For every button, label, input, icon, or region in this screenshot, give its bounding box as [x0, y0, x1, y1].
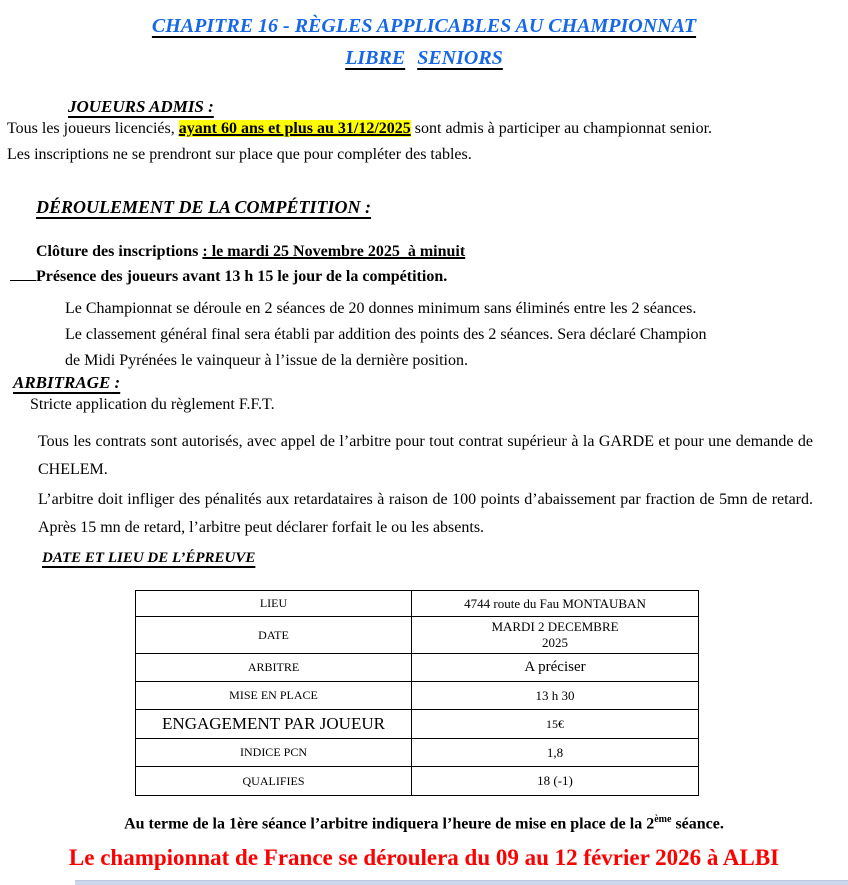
arbitrage-line1: Stricte application du règlement F.F.T. [30, 396, 275, 413]
cloture-value: : le mardi 25 Novembre 2025 à minuit [202, 243, 466, 260]
joueurs-admis-line1-post: sont admis à participer au championnat senior. [410, 120, 713, 137]
table-row-indice-pcn [136, 739, 699, 767]
seances-line2: Le classement général final sera établi par addition des points des 2 séances. Sera déclaré Champion [65, 326, 707, 343]
table-value-date [412, 617, 699, 654]
table-value-lieu: 4744 route du Fau MONTAUBAN [412, 591, 699, 617]
heading-arbitrage: ARBITRAGE : [13, 373, 121, 392]
chapter-title-word-libre: LIBRE [345, 47, 406, 69]
table-value-date-line1: MARDI 2 DECEMBRE [491, 619, 619, 634]
seances-line3: de Midi Pyrénées le vainqueur à l’issue de la dernière position. [65, 352, 468, 369]
epreuve-info-table [135, 590, 699, 796]
table-row-date [136, 617, 699, 654]
joueurs-admis-line2: Les inscriptions ne se prendront sur place que pour compléter des tables. [7, 146, 472, 163]
table-label-engagement: ENGAGEMENT PAR JOUEUR [136, 710, 412, 739]
joueurs-admis-line1 [7, 120, 712, 138]
table-row-qualifies [136, 767, 699, 796]
presence-line [10, 267, 447, 286]
chapter-title-word-seniors: SENIORS [417, 47, 503, 69]
heading-deroulement: DÉROULEMENT DE LA COMPÉTITION : [36, 197, 372, 217]
contrats-paragraph: Tous les contrats sont autorisés, avec appel de l’arbitre pour tout contrat supérieur à la GARDE et pour une demande de CHELEM. [38, 433, 813, 478]
table-label-lieu: LIEU [136, 591, 412, 617]
chapter-title-line1: CHAPITRE 16 - RÈGLES APPLICABLES AU CHAMPIONNAT [151, 15, 697, 37]
seance-note [0, 814, 848, 833]
table-row-arbitre [136, 654, 699, 682]
table-value-date-line2: 2025 [542, 635, 568, 650]
championnat-france-announcement: Le championnat de France se déroulera du 09 au 12 février 2026 à ALBI [68, 845, 780, 870]
heading-joueurs-admis: JOUEURS ADMIS : [68, 97, 214, 116]
table-label-qualifies: QUALIFIES [136, 767, 412, 796]
table-value-qualifies: 18 (-1) [412, 767, 699, 796]
table-value-engagement: 15€ [412, 710, 699, 739]
penalites-paragraph: L’arbitre doit infliger des pénalités aux retardataires à raison de 100 points d’abaissement par fraction de 5mn de retard. Après 15 mn de retard, l’arbitre peut déclarer forfait le ou les absents. [38, 491, 813, 536]
table-label-date: DATE [136, 617, 412, 654]
partial-next-line-highlight [75, 880, 848, 885]
cloture-label: Clôture des inscriptions [36, 243, 203, 260]
seances-paragraph [65, 296, 805, 374]
table-value-mise-en-place: 13 h 30 [412, 682, 699, 710]
chapter-title-line2 [0, 42, 848, 74]
chapter-title [0, 10, 848, 74]
seance-note-superscript: ème [654, 814, 672, 825]
table-label-arbitre: ARBITRE [136, 654, 412, 682]
cloture-line [36, 243, 465, 261]
seance-note-pre: Au terme de la 1ère séance l’arbitre indiquera l’heure de mise en place de la 2 [124, 815, 655, 833]
table-label-indice-pcn: INDICE PCN [136, 739, 412, 767]
table-row-lieu [136, 591, 699, 617]
table-value-indice-pcn: 1,8 [412, 739, 699, 767]
table-label-mise-en-place: MISE EN PLACE [136, 682, 412, 710]
seances-line1: Le Championnat se déroule en 2 séances de 20 donnes minimum sans éliminés entre les 2 séances. [65, 300, 697, 317]
table-row-mise-en-place [136, 682, 699, 710]
table-row-engagement [136, 710, 699, 739]
underline-tab [10, 267, 36, 281]
table-value-arbitre: A préciser [412, 654, 699, 682]
joueurs-admis-line1-pre: Tous les joueurs licenciés, [7, 120, 179, 137]
seance-note-post: séance. [671, 815, 724, 833]
heading-date-lieu: DATE ET LIEU DE L’ÉPREUVE [42, 550, 256, 566]
presence-text: Présence des joueurs avant 13 h 15 le jour de la compétition. [36, 268, 448, 285]
joueurs-admis-highlight: ayant 60 ans et plus au 31/12/2025 [178, 120, 411, 137]
